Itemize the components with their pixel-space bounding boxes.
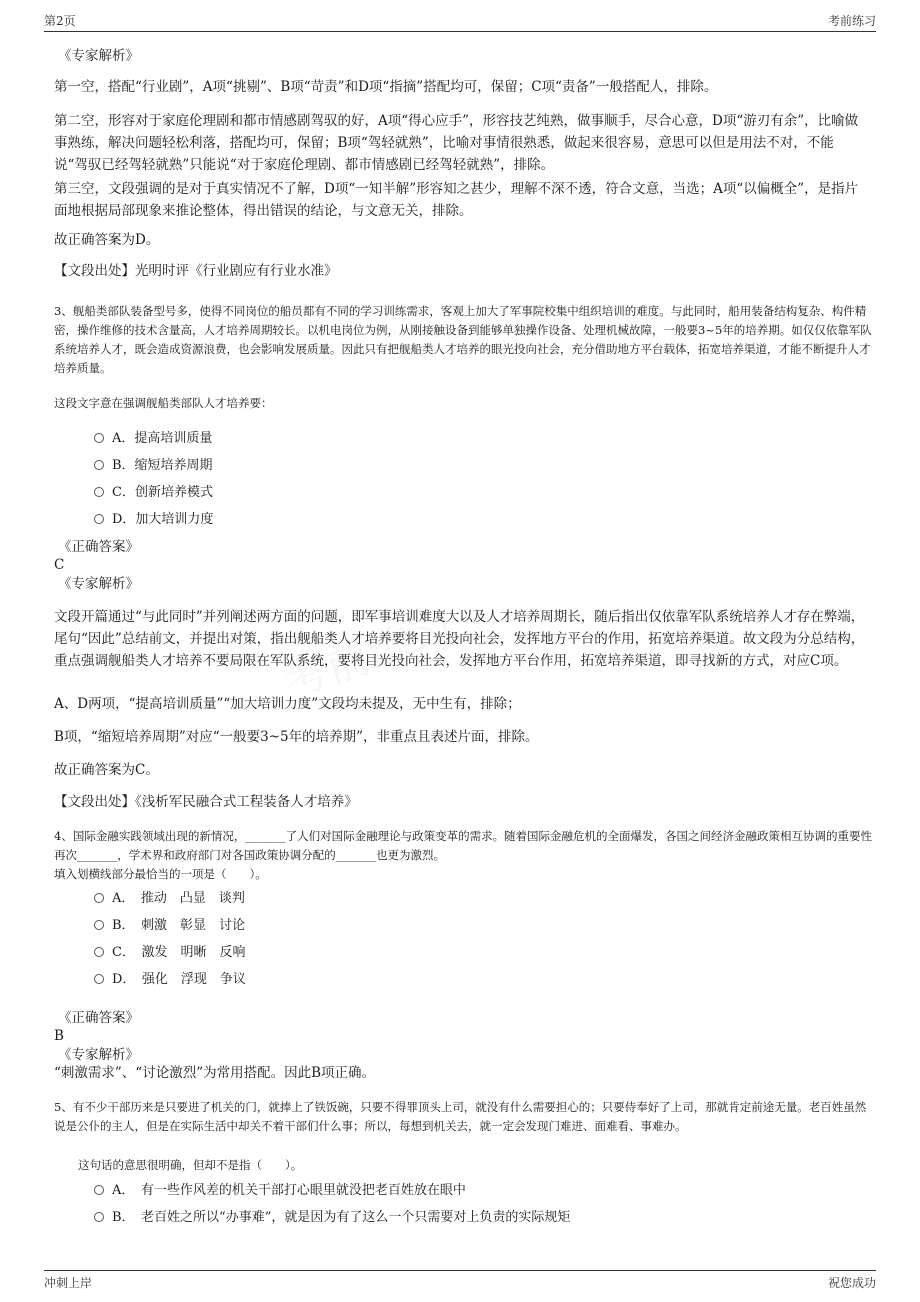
q4-question: 填入划横线部分最恰当的一项是（ ）。 — [54, 867, 267, 881]
q3-option-b-label: B．缩短培养周期 — [112, 458, 213, 473]
q3-analysis-label: 《专家解析》 — [58, 576, 139, 592]
radio-icon[interactable] — [94, 893, 104, 903]
q3-correct-label: 《正确答案》 — [58, 539, 139, 555]
q3-answer-line: 故正确答案为C。 — [54, 762, 159, 778]
q5-option-b[interactable] — [94, 1206, 570, 1225]
q2-answer-line: 故正确答案为D。 — [54, 232, 160, 248]
radio-icon[interactable] — [94, 1212, 104, 1222]
q4-option-a-label: A． 推动 凸显 谈判 — [112, 891, 245, 906]
q4-analysis: “刺激需求”、“讨论激烈”为常用搭配。因此B项正确。 — [54, 1065, 376, 1081]
footer-rule — [44, 1270, 876, 1271]
q2-analysis-p2: 第二空，形容对于家庭伦理剧和都市情感剧驾驭的好，A项“得心应手”，形容技艺纯熟，做事顺手，尽合心意，D项“游刃有余”，比喻做事熟练，解决问题轻松利落，搭配均可，保留；B项“驾轻就熟”，比喻对事情很熟悉，做起来很容易，意思可以但是用法不对，不能说“驾驭已经驾轻就熟”只能说“对于家庭伦理剧、都市情感剧已经驾轻就熟”，排除。 — [54, 113, 859, 173]
q3-option-c[interactable] — [94, 481, 213, 500]
q3-stem: 3、舰船类部队装备型号多，使得不同岗位的船员都有不同的学习训练需求，客观上加大了军事院校集中组织培训的难度。与此同时，船用装备结构复杂、构件精密，操作维修的技术含量高，人才培养周期较长。以机电岗位为例，从刚接触设备到能够单独操作设备、处理机械故障，一般要3~5年的培养期。如仅仅依靠军队系统培养人才，既会造成资源浪费，也会影响发展质量。因此只有把舰船类人才培养的眼光投向社会，充分借助地方平台载体，拓宽培养渠道，才能不断提升人才培养质量。 — [54, 304, 872, 375]
radio-icon[interactable] — [94, 920, 104, 930]
q2-analysis-label: 《专家解析》 — [58, 48, 139, 64]
q3-option-b[interactable] — [94, 454, 213, 473]
q3-option-c-label: C．创新培养模式 — [112, 485, 213, 500]
q5-option-a[interactable] — [94, 1179, 466, 1198]
q3-analysis-p3: B项，“缩短培养周期”对应“一般要3~5年的培养期”，非重点且表述片面，排除。 — [54, 729, 539, 745]
q2-source: 【文段出处】光明时评《行业剧应有行业水准》 — [54, 263, 338, 279]
q4-option-d-label: D． 强化 浮现 争议 — [112, 972, 246, 987]
radio-icon[interactable] — [94, 433, 104, 443]
q4-option-d[interactable] — [94, 968, 246, 987]
q3-correct-answer: C — [54, 557, 65, 573]
q5-option-a-label: A． 有一些作风差的机关干部打心眼里就没把老百姓放在眼中 — [112, 1183, 466, 1198]
q2-analysis-p1: 第一空，搭配“行业剧”，A项“挑剔”、B项“苛责”和D项“指摘”搭配均可，保留；C项“责备”一般搭配人，排除。 — [54, 79, 718, 95]
q3-option-d-label: D．加大培训力度 — [112, 512, 214, 527]
q4-analysis-label: 《专家解析》 — [58, 1047, 139, 1063]
q5-question: 这句话的意思很明确，但却不是指（ ）。 — [78, 1158, 303, 1172]
q3-analysis-p2: A、D两项，“提高培训质量”“加大培训力度”文段均未提及，无中生有，排除； — [54, 696, 521, 712]
q3-option-a[interactable] — [94, 427, 212, 446]
q3-option-d[interactable] — [94, 508, 213, 527]
q3-source: 【文段出处】《浅析军民融合式工程装备人才培养》 — [54, 794, 358, 810]
q5-stem: 5、有不少干部历来是只要进了机关的门，就捧上了铁饭碗，只要不得罪顶头上司，就没有什么需要担心的；只要侍奉好了上司，那就肯定前途无量。老百姓虽然说是公仆的主人，但是在实际生活中却关不着干部们什么事；所以，每想到机关去，就一定会发现门难进、面难看、事难办。 — [54, 1100, 867, 1133]
q2-analysis-p3: 第三空，文段强调的是对于真实情况不了解，D项“一知半解”形容知之甚少，理解不深不透，符合文意，当选；A项“以偏概全”，是指片面地根据局部现象来推论整体，得出错误的结论，与文意无关，排除。 — [54, 181, 859, 219]
q4-option-c-label: C． 激发 明晰 反响 — [112, 945, 246, 960]
footer-left: 冲刺上岸 — [44, 1276, 93, 1290]
q4-option-b-label: B． 刺激 彰显 讨论 — [112, 918, 246, 933]
q4-correct-answer: B — [54, 1028, 64, 1044]
q4-correct-label: 《正确答案》 — [58, 1010, 139, 1026]
radio-icon[interactable] — [94, 974, 104, 984]
header-title: 考前练习 — [827, 14, 876, 28]
radio-icon[interactable] — [94, 947, 104, 957]
q3-question: 这段文字意在强调舰船类部队人才培养要： — [54, 396, 273, 410]
radio-icon[interactable] — [94, 487, 104, 497]
radio-icon[interactable] — [94, 1185, 104, 1195]
page-number: 第2页 — [44, 14, 76, 28]
q3-option-a-label: A．提高培训质量 — [112, 431, 213, 446]
radio-icon[interactable] — [94, 460, 104, 470]
q4-stem: 4、国际金融实践领域出现的新情况，_______了人们对国际金融理论与政策变革的需求。随着国际金融危机的全面爆发，各国之间经济金融政策相互协调的重要性再次_______，学术界和政府部门对各国政策协调分配的_______也更为激烈。 — [54, 829, 873, 862]
radio-icon[interactable] — [94, 514, 104, 524]
q4-option-b[interactable] — [94, 914, 245, 933]
q4-option-a[interactable] — [94, 887, 245, 906]
header-rule — [44, 31, 876, 32]
q5-option-b-label: B． 老百姓之所以“办事难”，就是因为有了这么一个只需要对上负责的实际规矩 — [112, 1210, 571, 1225]
q3-analysis-p1: 文段开篇通过“与此同时”并列阐述两方面的问题，即军事培训难度大以及人才培养周期长，随后指出仅依靠军队系统培养人才存在弊端，尾句“因此”总结前文，并提出对策，指出舰船类人才培养要将目光投向社会，发挥地方平台的作用，拓宽培养渠道。故文段为分总结构，重点强调舰船类人才培养不要局限在军队系统，要将目光投向社会，发挥地方平台作用，拓宽培养渠道，即寻找新的方式，对应C项。 — [54, 609, 865, 669]
footer-right: 祝您成功 — [827, 1276, 876, 1290]
q4-option-c[interactable] — [94, 941, 245, 960]
